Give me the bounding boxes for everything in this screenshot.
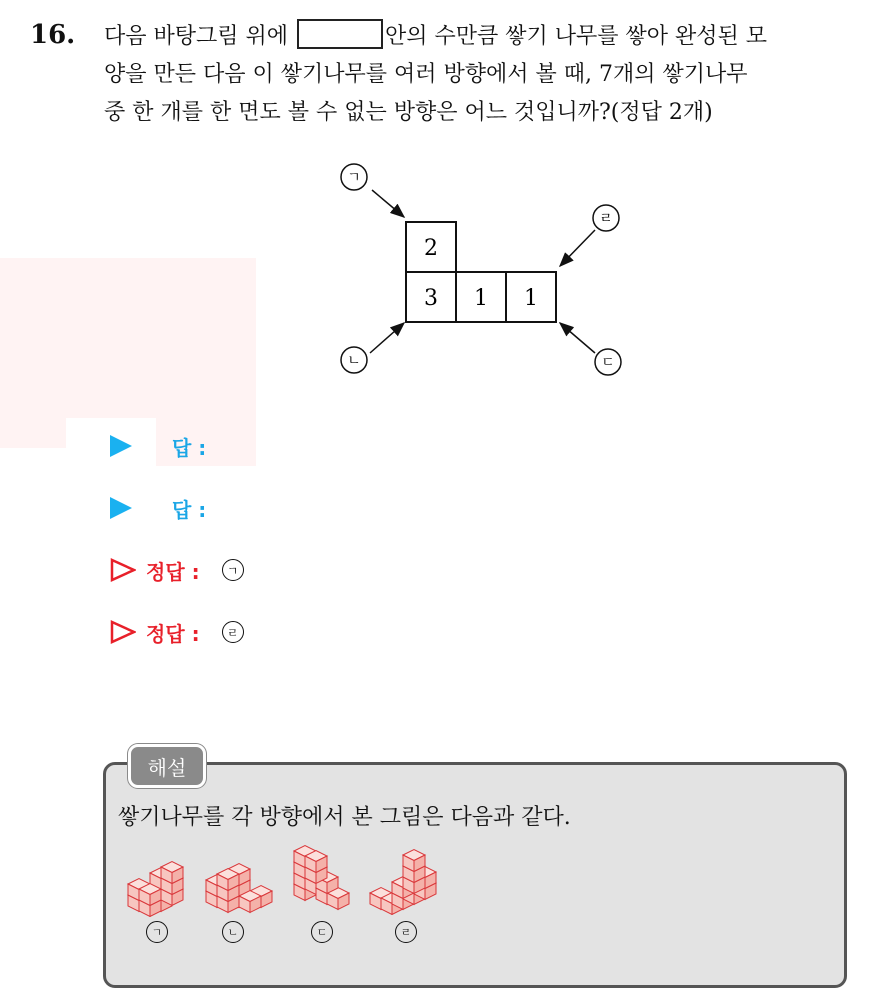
base-plan-diagram bbox=[330, 160, 630, 390]
explanation-text: 쌓기나무를 각 방향에서 본 그림은 다음과 같다. bbox=[118, 805, 571, 830]
direction-label-n bbox=[341, 347, 367, 373]
question-text bbox=[104, 18, 864, 132]
plan-cell-value: 1 bbox=[524, 286, 538, 311]
correct-answer-row-2 bbox=[110, 617, 244, 647]
plan-grid bbox=[406, 222, 556, 322]
svg-text:ㄷ: ㄷ bbox=[601, 355, 615, 371]
view-figure-n bbox=[202, 855, 278, 917]
question-line-3: 중 한 개를 한 면도 볼 수 없는 방향은 어느 것입니까?(정답 2개) bbox=[104, 100, 713, 125]
view-figure-d bbox=[290, 840, 354, 916]
correct-answer-value: ㄹ bbox=[222, 621, 244, 643]
background-tint bbox=[0, 418, 66, 448]
view-label-d: ㄷ bbox=[311, 921, 333, 943]
question-line-1: 다음 바탕그림 위에 안의 수만큼 쌓기 나무를 쌓아 완성된 모 bbox=[104, 18, 864, 56]
view-label-r: ㄹ bbox=[395, 921, 417, 943]
plan-cell-value: 3 bbox=[424, 286, 438, 311]
direction-label-d bbox=[595, 349, 621, 375]
outline-triangle-icon bbox=[110, 558, 136, 582]
arrow-n bbox=[370, 323, 404, 353]
view-label-n: ㄴ bbox=[222, 921, 244, 943]
answer-row-2 bbox=[110, 493, 206, 523]
question-number: 16. bbox=[30, 20, 76, 50]
view-figure-r bbox=[366, 843, 442, 915]
view-label-g: ㄱ bbox=[146, 921, 168, 943]
direction-label-r bbox=[593, 205, 619, 231]
svg-text:ㄴ: ㄴ bbox=[347, 353, 361, 369]
view-figure-g bbox=[122, 845, 186, 917]
explanation-tab: 해설 bbox=[128, 744, 206, 788]
plan-cell-value: 1 bbox=[474, 286, 488, 311]
background-tint bbox=[0, 258, 256, 418]
blank-box bbox=[297, 19, 383, 49]
correct-answer-label: 정답 : bbox=[146, 559, 200, 584]
correct-answer-value: ㄱ bbox=[222, 559, 244, 581]
svg-text:ㄹ: ㄹ bbox=[599, 211, 613, 227]
answer-label: 답 : bbox=[172, 497, 207, 522]
arrow-r bbox=[560, 230, 595, 266]
plan-cell-value: 2 bbox=[424, 236, 438, 261]
arrow-g bbox=[372, 190, 404, 217]
question-line-2: 양을 만든 다음 이 쌓기나무를 여러 방향에서 볼 때, 7개의 쌓기나무 bbox=[104, 62, 748, 87]
play-triangle-icon bbox=[110, 497, 132, 519]
svg-text:ㄱ: ㄱ bbox=[347, 170, 361, 186]
answer-label: 답 : bbox=[172, 435, 207, 460]
answer-row-1 bbox=[110, 431, 206, 461]
correct-answer-row-1 bbox=[110, 555, 244, 585]
correct-answer-label: 정답 : bbox=[146, 621, 200, 646]
play-triangle-icon bbox=[110, 435, 132, 457]
arrow-d bbox=[560, 323, 595, 353]
direction-label-g bbox=[341, 164, 367, 190]
outline-triangle-icon bbox=[110, 620, 136, 644]
